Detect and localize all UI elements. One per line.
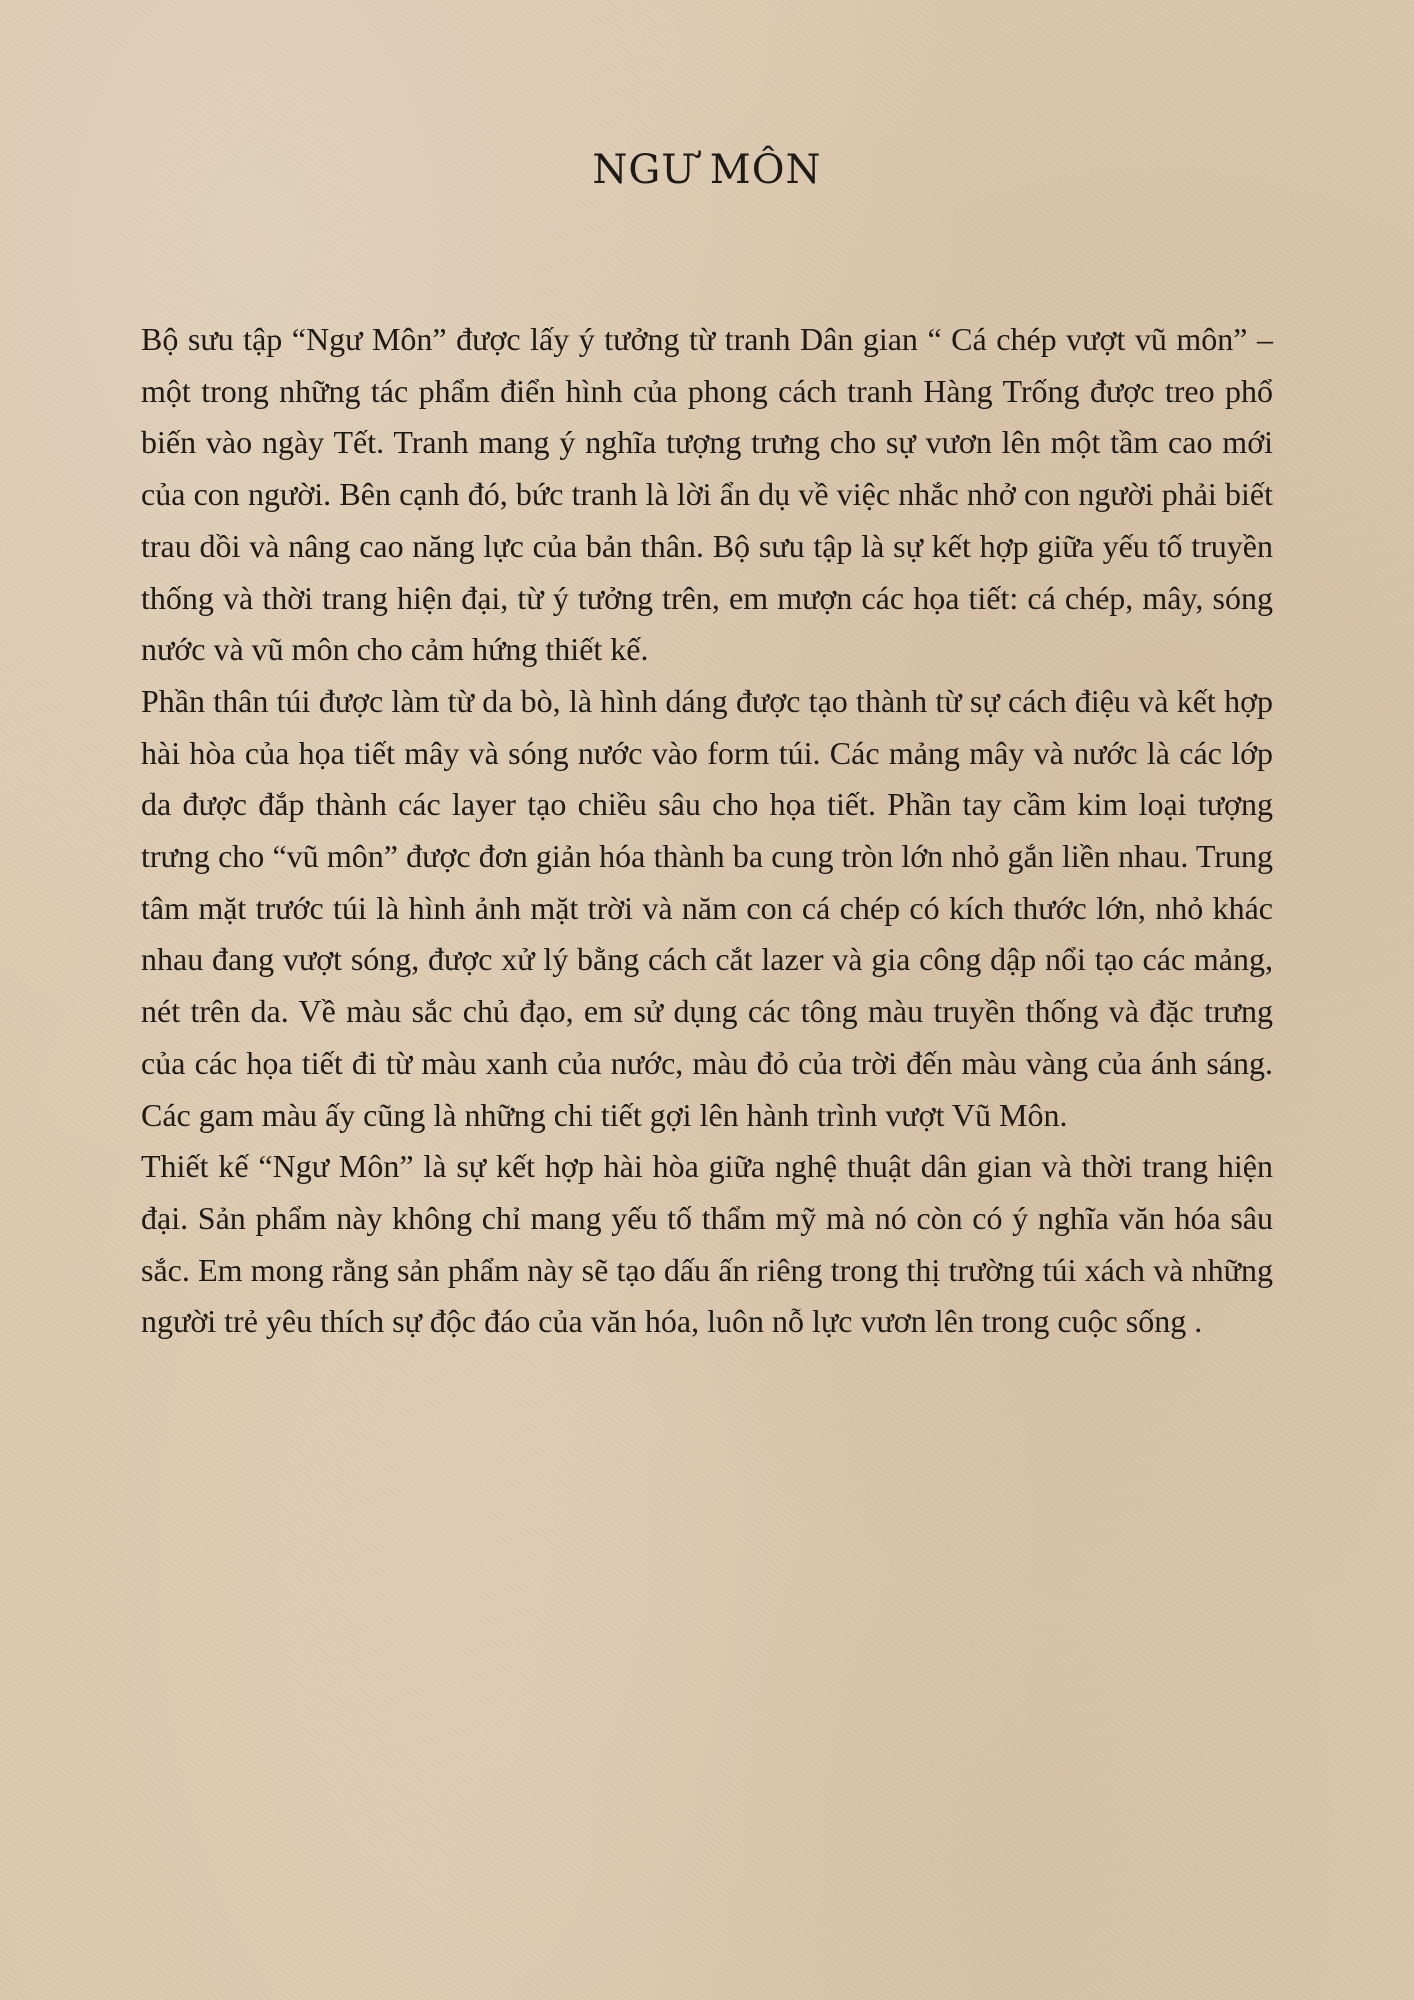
paragraph-design-details: Phần thân túi được làm từ da bò, là hình dáng được tạo thành từ sự cách điệu và kết hợp hài hòa của họa tiết mây và sóng nước vào form túi. Các mảng mây và nước là các lớp da được đắp thành các layer tạo chiều sâu cho họa tiết. Phần tay cầm kim loại tượng trưng cho “vũ môn” được đơn giản hóa thành ba cung tròn lớn nhỏ gắn liền nhau. Trung tâm mặt trước túi là hình ảnh mặt trời và năm con cá chép có kích thước lớn, nhỏ khác nhau đang vượt sóng, được xử lý bằng cách cắt lazer và gia công dập nổi tạo các mảng, nét trên da. Về màu sắc chủ đạo, em sử dụng các tông màu truyền thống và đặc trưng của các họa tiết đi từ màu xanh của nước, màu đỏ của trời đến màu vàng của ánh sáng. Các gam màu ấy cũng là những chi tiết gợi lên hành trình vượt Vũ Môn. [141,682,1273,1133]
page-title: NGƯ MÔN [592,147,822,193]
paragraph-conclusion: Thiết kế “Ngư Môn” là sự kết hợp hài hòa giữa nghệ thuật dân gian và thời trang hiện đại. Sản phẩm này không chỉ mang yếu tố thẩm mỹ mà nó còn có ý nghĩa văn hóa sâu sắc. Em mong rằng sản phẩm này sẽ tạo dấu ấn riêng trong thị trường túi xách và những người trẻ yêu thích sự độc đáo của văn hóa, luôn nỗ lực vươn lên trong cuộc sống . [141,1148,1273,1340]
body-text [141,314,1273,1348]
paragraph-intro: Bộ sưu tập “Ngư Môn” được lấy ý tưởng từ tranh Dân gian “ Cá chép vượt vũ môn” – một trong những tác phẩm điển hình của phong cách tranh Hàng Trống được treo phổ biến vào ngày Tết. Tranh mang ý nghĩa tượng trưng cho sự vươn lên một tầm cao mới của con người. Bên cạnh đó, bức tranh là lời ẩn dụ về việc nhắc nhở con người phải biết trau dồi và nâng cao năng lực của bản thân. Bộ sưu tập là sự kết hợp giữa yếu tố truyền thống và thời trang hiện đại, từ ý tưởng trên, em mượn các họa tiết: cá chép, mây, sóng nước và vũ môn cho cảm hứng thiết kế. [141,321,1273,668]
